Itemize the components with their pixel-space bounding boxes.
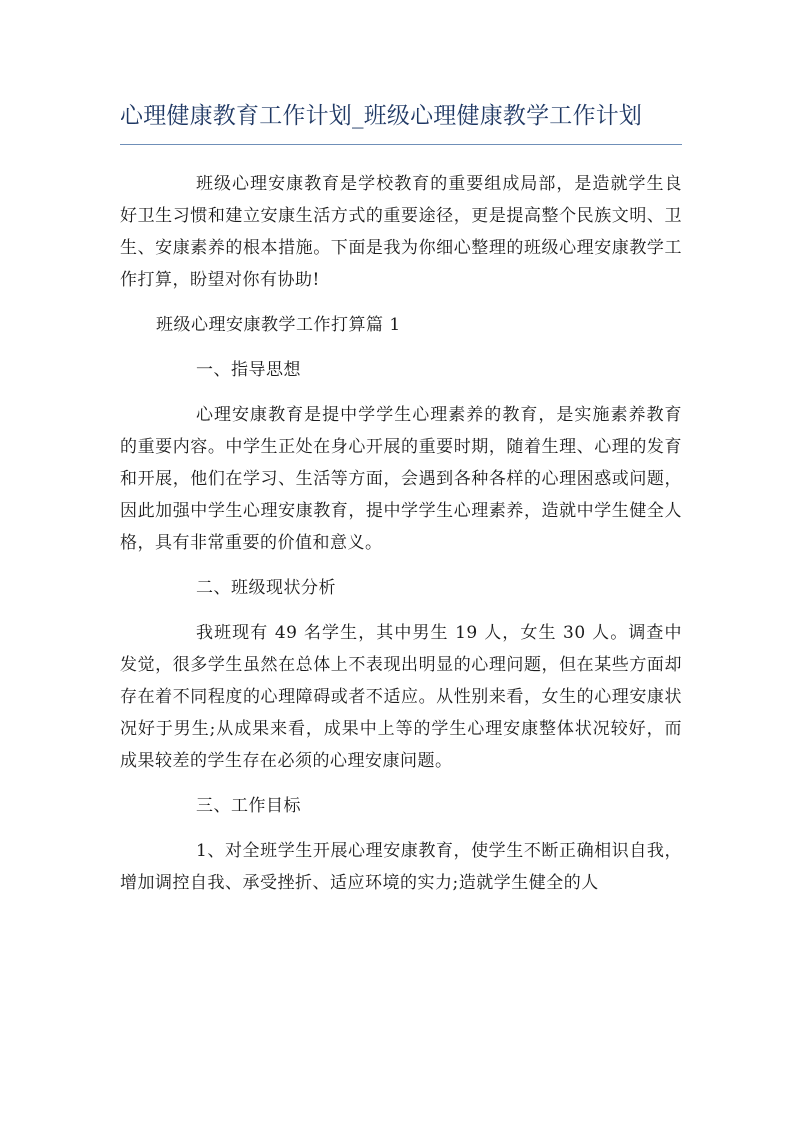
paragraph-guiding-ideology: 心理安康教育是提中学学生心理素养的教育，是实施素养教育的重要内容。中学生正处在身心开展的重要时期，随着生理、心理的发育和开展，他们在学习、生活等方面，会遇到各种各样的心理困惑或问题，因此加强中学生心理安康教育，提中学学生心理素养，造就中学生健全人格，具有非常重要的价值和意义。 <box>120 405 682 553</box>
paragraph-class-status: 我班现有 49 名学生，其中男生 19 人，女生 30 人。调查中发觉，很多学生虽然在总体上不表现出明显的心理问题，但在某些方面却存在着不同程度的心理障碍或者不适应。从性别来看，女生的心理安康状况好于男生;从成果来看，成果中上等的学生心理安康整体状况较好，而成果较差的学生存在必须的心理安康问题。 <box>120 623 682 771</box>
document-title: 心理健康教育工作计划_班级心理健康教学工作计划 <box>120 103 643 129</box>
heading-work-goals: 三、工作目标 <box>196 796 301 816</box>
heading-class-status: 二、班级现状分析 <box>196 578 336 598</box>
paragraph-work-goals: 1、对全班学生开展心理安康教育，使学生不断正确相识自我，增加调控自我、承受挫折、适应环境的实力;造就学生健全的人 <box>120 841 682 893</box>
title-divider <box>120 144 682 145</box>
section-title: 班级心理安康教学工作打算篇 1 <box>156 315 401 335</box>
heading-guiding-ideology: 一、指导思想 <box>196 360 301 380</box>
document-body <box>120 168 682 899</box>
intro-paragraph: 班级心理安康教育是学校教育的重要组成局部，是造就学生良好卫生习惯和建立安康生活方式的重要途径，更是提高整个民族文明、卫生、安康素养的根本措施。下面是我为你细心整理的班级心理安康教学工作打算，盼望对你有协助! <box>120 174 682 290</box>
